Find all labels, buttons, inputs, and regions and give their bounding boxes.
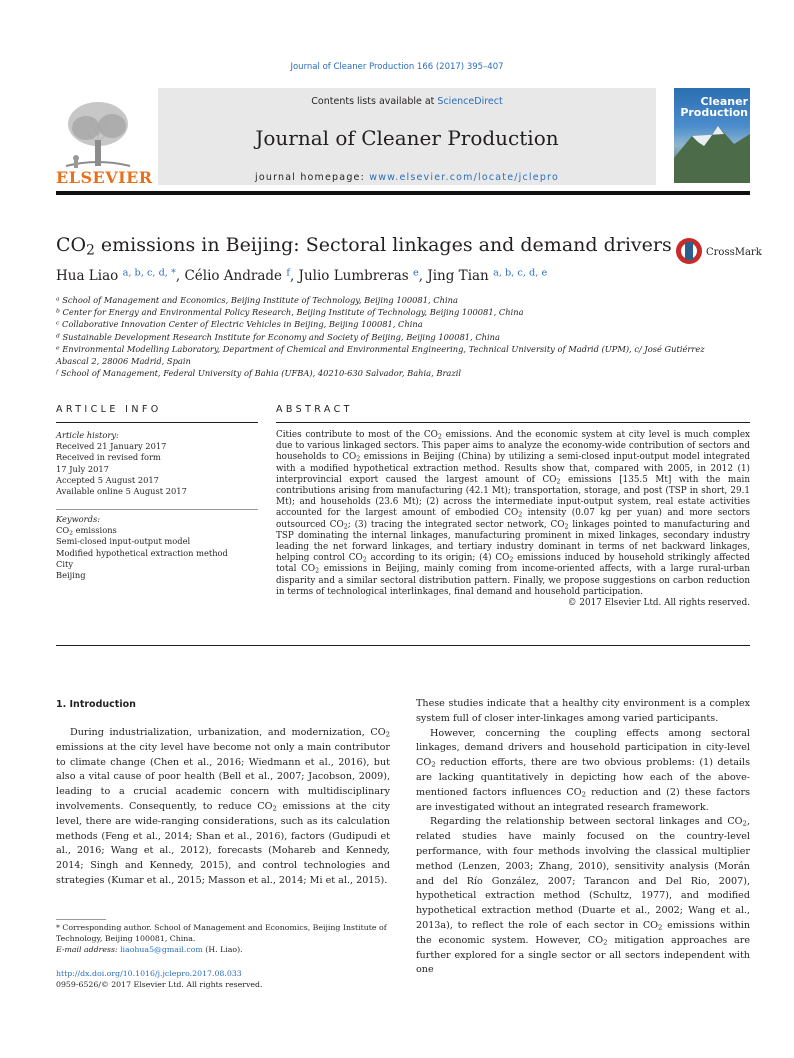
left-column — [56, 726, 390, 889]
affiliation-text: School of Management, Federal University of Bahia (UFBA), 40210-630 Salvador, Bahia, Brazil — [60, 368, 462, 379]
author-name[interactable]: Célio Andrade — [184, 268, 283, 284]
affiliation-item — [56, 367, 750, 379]
keyword-item: Semi-closed input-output model — [56, 536, 191, 547]
abstract-rule — [276, 422, 750, 423]
author-list: Hua Liao $^{a, b, c, d, *}$, Célio Andrade $^f$, Julio Lumbreras $^e$, Jing Tian $^{a, b, c, d, e}$ — [56, 267, 548, 284]
contents-available-line — [158, 96, 656, 107]
author-affiliation-marks[interactable]: f — [286, 267, 290, 279]
email-link[interactable]: liaohua5@gmail.com — [120, 945, 203, 954]
footnote-rule — [56, 919, 106, 920]
affiliation-text: School of Management and Economics, Beijing Institute of Technology, Beijing 100081, China — [62, 295, 458, 305]
author-name[interactable]: Jing Tian — [427, 268, 489, 284]
article-info-rule — [56, 422, 258, 423]
keywords-rule — [56, 509, 258, 510]
history-item: Available online 5 August 2017 — [56, 486, 187, 497]
affiliation-mark: f — [56, 368, 59, 376]
journal-title: Journal of Cleaner Production — [255, 126, 559, 150]
intro-paragraph: These studies indicate that a healthy city environment is a complex system full of closer inter-linkages among varied participants. — [416, 698, 750, 724]
title-part: emissions in Beijing: Sectoral linkages and demand drivers — [94, 234, 672, 256]
history-item: Received in revised form — [56, 452, 161, 463]
introduction-heading: 1. Introduction — [56, 699, 136, 710]
keywords-label: Keywords: — [56, 514, 101, 524]
affiliation-mark: b — [56, 307, 60, 315]
author-affiliation-marks[interactable]: e — [412, 267, 419, 279]
journal-reference[interactable]: Journal of Cleaner Production 166 (2017) 395–407 — [290, 62, 504, 72]
email-line — [56, 944, 390, 955]
homepage-prefix: journal homepage: — [255, 172, 370, 183]
affiliations — [56, 294, 750, 379]
affiliation-mark: c — [56, 319, 60, 327]
issn-line: 0959-6526/© 2017 Elsevier Ltd. All rights reserved. — [56, 980, 263, 989]
affiliation-item — [56, 343, 750, 355]
homepage-link[interactable]: www.elsevier.com/locate/jclepro — [369, 172, 559, 183]
cover-title-line1: Cleaner — [700, 95, 748, 108]
sciencedirect-link[interactable]: ScienceDirect — [437, 96, 503, 107]
cover-title — [680, 96, 748, 118]
history-item: Accepted 5 August 2017 — [56, 474, 159, 485]
history-item: Received 21 January 2017 — [56, 441, 167, 452]
affiliation-mark: d — [56, 331, 60, 339]
journal-homepage-line — [158, 172, 656, 183]
article-history — [56, 430, 258, 497]
history-item: 17 July 2017 — [56, 463, 109, 474]
contents-prefix: Contents lists available at — [311, 96, 438, 107]
header-rule — [56, 191, 750, 195]
right-column — [416, 697, 750, 978]
abstract-heading: ABSTRACT — [276, 404, 353, 415]
affiliation-text: Abascal 2, 28006 Madrid, Spain — [56, 356, 191, 367]
abstract-copyright: © 2017 Elsevier Ltd. All rights reserved. — [567, 598, 750, 609]
affiliation-mark: e — [56, 344, 60, 352]
keyword-item: Beijing — [56, 570, 86, 581]
affiliation-text: Environmental Modelling Laboratory, Department of Chemical and Environmental Engineering, Technical University of Madrid (UPM), c/ José Gutiérrez — [62, 343, 705, 354]
affiliation-text: Collaborative Innovation Center of Electric Vehicles in Beijing, Beijing 100081, China — [61, 319, 423, 330]
affiliation-item — [56, 318, 750, 330]
affiliation-mark: a — [56, 295, 60, 303]
author-affiliation-marks[interactable]: a, b, c, d, e — [493, 267, 548, 279]
author-affiliation-marks[interactable]: a, b, c, d, * — [122, 267, 176, 279]
affiliation-item — [56, 294, 750, 306]
abstract-body — [276, 430, 750, 609]
affiliation-item — [56, 306, 750, 318]
affiliation-item — [56, 355, 750, 367]
title-part: CO — [56, 234, 87, 256]
keyword-item: $CO_2$ emissions — [56, 525, 117, 537]
crossmark-label[interactable]: CrossMark — [706, 247, 762, 258]
intro-paragraph: However, concerning the coupling effects among sectoral linkages, demand drivers and household participation in city-level $CO_2$ reduction efforts, there are two obvious problems: (1) details are lacking quantitatively in depicting how each of the above-mentioned factors influences $CO_2$ reduction and (2) these factors are investigated without an integrated research framework. — [416, 727, 750, 813]
affiliation-text: Center for Energy and Environmental Policy Research, Beijing Institute of Technology, Beijing 100081, China — [62, 307, 524, 318]
intro-paragraph: During industrialization, urbanization, and modernization, $CO_2$ emissions at the city level have become not only a main contributor to climate change (Chen et al., 2016; Wiedmann et al., 2016), but also a vital cause of poor health (Bell et al., 2007; Jacobson, 2009), leading to a crucial academic concern with multidisciplinary involvements. Consequently, to reduce $CO_2$ emissions at the city level, there are wide-ranging considerations, such as its calculation methods (Feng et al., 2014; Shan et al., 2016), factors (Gudipudi et al., 2016; Wang et al., 2012), forecasts (Mohareb and Kennedy, 2014; Singh and Kennedy, 2015), and control technologies and strategies (Kumar et al., 2015; Masson et al., 2014; Mi et al., 2015). — [56, 727, 391, 886]
email-suffix: (H. Liao). — [202, 945, 243, 954]
intro-paragraph: Regarding the relationship between sectoral linkages and $CO_2$, related studies have mainly focused on the country-level performance, with four methods involving the classical multiplier method (Lenzen, 2003; Zhang, 2010), sensitivity analysis (Morán and del Río González, 2007; Tarancon and Del Rio, 2007), hypothetical extraction method (Schultz, 1977), and modified hypothetical extraction method (Duarte et al., 2002; Wang et al., 2013a), to reflect the role of each sector in $CO_2$ emissions within the economic system. However, $CO_2$ mitigation approaches are further explored for a single sector or all sectors independent with one — [416, 816, 751, 976]
doi-link[interactable]: http://dx.doi.org/10.1016/j.jclepro.2017.08.033 — [56, 969, 242, 978]
keyword-item: City — [56, 558, 74, 569]
affiliation-text: Sustainable Development Research Institute for Economy and Society of Beijing, Beijing 100081, China — [62, 331, 500, 342]
article-info-heading: ARTICLE INFO — [56, 404, 162, 415]
doi-block — [56, 968, 262, 990]
author-name[interactable]: Julio Lumbreras — [298, 268, 409, 284]
elsevier-wordmark: ELSEVIER — [56, 168, 153, 187]
keyword-item: Modified hypothetical extraction method — [56, 547, 228, 558]
keywords — [56, 514, 258, 581]
footnote — [56, 922, 390, 955]
affiliation-item — [56, 331, 750, 343]
email-label: E-mail address: — [56, 945, 121, 954]
history-label: Article history: — [56, 430, 119, 440]
cover-title-line2: Production — [680, 106, 748, 119]
author-name[interactable]: Hua Liao — [56, 268, 119, 284]
abstract-bottom-rule — [56, 645, 750, 646]
article-title — [56, 234, 672, 259]
abstract-paragraph: Cities contribute to most of the $CO_2$ emissions. And the economic system at city level is much complex due to various linkaged sectors. This paper aims to analyze the economy-wide contribution of sectors and households to $CO_2$ emissions in Beijing (China) by utilizing a semi-closed input-output model integrated with a modified hypothetical extraction method. Results show that, compared with 2005, in 2012 (1) interprovincial export caused the largest amount of $CO_2$ emissions [135.5 Mt] with the main contributions arising from manufacturing (42.1 Mt); transportation, storage, and post (TSP in short, 29.1 Mt); and households (23.6 Mt); (2) across the intermediate input-output system, real estate activities accounted for the largest amount of embodied $CO_2$ intensity (0.07 kg per yuan) and more sectors outsourced $CO_2$; (3) tracing the integrated sector network, $CO_2$ linkages pointed to manufacturing and TSP dominating the internal linkages, manufacturing prominent in mixed linkages, secondary industry leading the net forward linkages, and tertiary industry dominant in terms of net backward linkages, helping control $CO_2$ according to its origin; (4) $CO_2$ emissions induced by household strikingly affected total $CO_2$ emissions in Beijing, mainly coming from income-oriented affects, with a large rural-urban disparity and a similar sectoral distribution pattern. Finally, we propose suggestions on carbon reduction in terms of technological interlinkages, final demand and household participation. — [276, 430, 750, 597]
title-subscript: 2 — [86, 242, 95, 259]
corresponding-author-note: * Corresponding author. School of Management and Economics, Beijing Institute of Technology, Beijing 100081, China. — [56, 923, 387, 943]
